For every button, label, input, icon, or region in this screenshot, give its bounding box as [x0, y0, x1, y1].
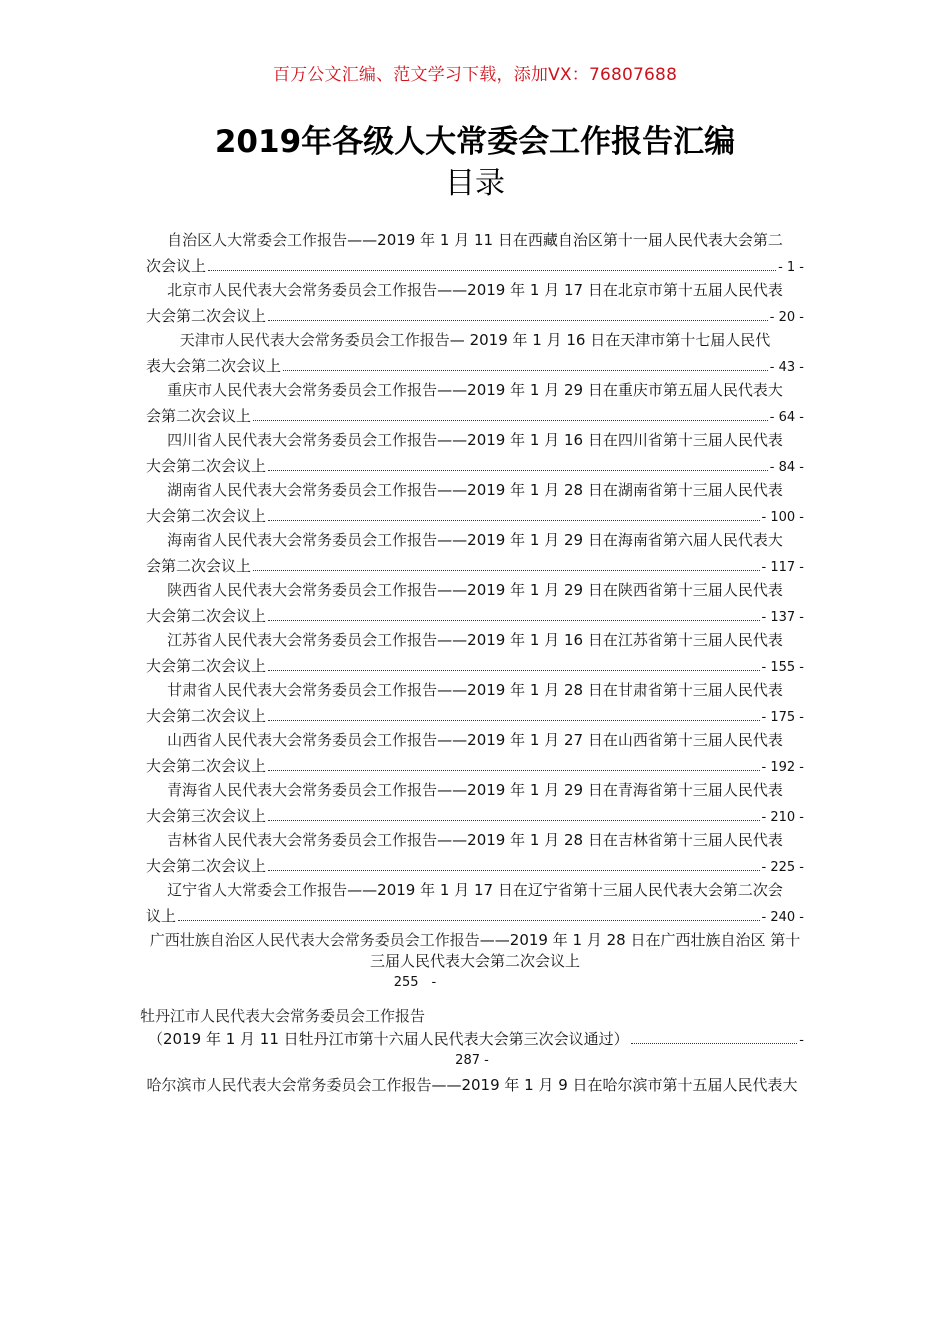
toc-leader-line — [146, 606, 804, 626]
toc-entry-tail: 大会第二次会议上 — [146, 457, 267, 475]
toc-entry[interactable] — [146, 630, 804, 676]
toc-entry-title-main: 吉林省人民代表大会常务委员会工作报告 — [167, 833, 438, 849]
toc-entry-title — [146, 830, 804, 851]
toc-entry-title — [146, 680, 804, 701]
toc-entry-title — [146, 630, 804, 651]
toc-entry-title-main: 重庆市人民代表大会常务委员会工作报告 — [167, 383, 438, 399]
toc-entry-title — [146, 480, 804, 501]
toc-leader-line — [146, 356, 804, 376]
toc-leader-line — [146, 306, 804, 326]
toc-entry-title-main: 青海省人民代表大会常务委员会工作报告 — [167, 783, 438, 799]
toc-dot-leader — [268, 310, 768, 321]
toc-entry-title-main: 自治区人大常委会工作报告 — [167, 233, 348, 249]
toc-page-number: - 20 - — [769, 310, 804, 325]
toc-dot-leader — [208, 260, 776, 271]
toc-dot-leader — [631, 1033, 798, 1044]
toc-entry-tail: 大会第二次会议上 — [146, 657, 267, 675]
toc-entry[interactable] — [146, 830, 804, 876]
toc-entry[interactable] — [146, 780, 804, 826]
toc-entry-title: 牡丹江市人民代表大会常务委员会工作报告 — [140, 1009, 426, 1025]
toc-page-number: - 225 - — [761, 860, 804, 875]
toc-entry-title-detail: ——2019 年 1 月 29 日在重庆市第五届人民代表大 — [437, 381, 783, 399]
toc-dot-leader — [268, 760, 760, 771]
toc-entry-title — [146, 730, 804, 751]
toc-page-number-prefix: - — [799, 1033, 804, 1048]
toc-entry[interactable] — [146, 230, 804, 276]
toc-entry[interactable] — [146, 580, 804, 626]
toc-entry-title-main: 天津市人民代表大会常务委员会工作报告 — [179, 333, 450, 349]
document-title: 2019年各级人大常委会工作报告汇编 — [214, 124, 736, 160]
toc-entry-title-detail: ——2019 年 1 月 16 日在江苏省第十三届人民代表 — [437, 631, 783, 649]
toc-entry[interactable] — [146, 880, 804, 926]
toc-entry-tail: 大会第二次会议上 — [146, 707, 267, 725]
toc-dot-leader — [268, 860, 760, 871]
toc-entry-title-detail: ——2019 年 1 月 28 日在甘肃省第十三届人民代表 — [437, 681, 783, 699]
toc-entry[interactable] — [146, 430, 804, 476]
toc-page-number: 255 - — [393, 975, 437, 990]
toc-entry-title-main: 山西省人民代表大会常务委员会工作报告 — [167, 733, 438, 749]
toc-entry-title-detail: ——2019 年 1 月 16 日在四川省第十三届人民代表 — [437, 431, 783, 449]
toc-page-number: 287 - — [455, 1053, 489, 1068]
toc-leader-line — [146, 506, 804, 526]
toc-entry-title-main: 甘肃省人民代表大会常务委员会工作报告 — [167, 683, 438, 699]
header-note: 百万公文汇编、范文学习下载，添加VX：76807688 — [272, 65, 678, 85]
toc-entry-title — [146, 780, 804, 801]
toc-entry[interactable] — [140, 1007, 804, 1071]
toc-page-number: - 43 - — [769, 360, 804, 375]
toc-entry-title-detail: ——2019 年 1 月 9 日在哈尔滨市第十五届人民代表大 — [431, 1076, 798, 1094]
toc-entry-title-detail: ——2019 年 1 月 29 日在陕西省第十三届人民代表 — [437, 581, 783, 599]
toc-entry[interactable] — [146, 680, 804, 726]
toc-page-number: - 192 - — [761, 760, 804, 775]
toc-entry[interactable] — [146, 730, 804, 776]
toc-entry-title-detail: ——2019 年 1 月 17 日在辽宁省第十三届人民代表大会第二次会 — [347, 881, 783, 899]
toc-entry-title-main: 哈尔滨市人民代表大会常务委员会工作报告 — [146, 1078, 432, 1094]
toc-entry-title — [146, 880, 804, 901]
toc-entry-title-detail: ——2019 年 1 月 29 日在青海省第十三届人民代表 — [437, 781, 783, 799]
toc-leader-line — [146, 456, 804, 476]
toc-entry-title-main: 海南省人民代表大会常务委员会工作报告 — [167, 533, 438, 549]
toc-leader-line — [146, 256, 804, 276]
toc-page-number: - 210 - — [761, 810, 804, 825]
toc-page-number: - 240 - — [761, 910, 804, 925]
toc-entry-title-main: 四川省人民代表大会常务委员会工作报告 — [167, 433, 438, 449]
toc-entry[interactable] — [146, 380, 804, 426]
toc-leader-line — [146, 656, 804, 676]
toc-entry-tail: 会第二次会议上 — [146, 557, 252, 575]
toc-dot-leader — [268, 710, 760, 721]
toc-entry-title-main: 湖南省人民代表大会常务委员会工作报告 — [167, 483, 438, 499]
toc-entry-detail: （2019 年 1 月 11 日牡丹江市第十六届人民代表大会第三次会议通过） — [148, 1030, 629, 1048]
toc-dot-leader — [268, 610, 760, 621]
toc-dot-leader — [268, 460, 768, 471]
toc-page-number: - 1 - — [778, 260, 804, 275]
toc-leader-line — [146, 406, 804, 426]
toc-entry-title — [146, 230, 804, 251]
toc-leader-line — [146, 756, 804, 776]
toc-entry-title — [146, 580, 804, 601]
toc-leader-line — [146, 856, 804, 876]
toc-page-number: - 117 - — [761, 560, 804, 575]
toc-leader-line — [140, 1029, 804, 1049]
toc-leader-line — [146, 706, 804, 726]
toc-entry-title-main: 江苏省人民代表大会常务委员会工作报告 — [167, 633, 438, 649]
toc-entry-title-detail: ——2019 年 1 月 29 日在海南省第六届人民代表大 — [437, 531, 783, 549]
toc-dot-leader — [268, 510, 760, 521]
toc-entry-title-main: 北京市人民代表大会常务委员会工作报告 — [167, 283, 438, 299]
toc-dot-leader — [268, 810, 760, 821]
toc-entry-title-detail: ——2019 年 1 月 27 日在山西省第十三届人民代表 — [437, 731, 783, 749]
toc-entry-title — [146, 530, 804, 551]
document-subtitle: 目录 — [445, 166, 505, 201]
toc-entry-title — [146, 280, 804, 301]
toc-page-number: - 155 - — [761, 660, 804, 675]
toc-page-number: - 84 - — [769, 460, 804, 475]
toc-dot-leader — [253, 410, 768, 421]
toc-dot-leader — [268, 660, 760, 671]
toc-entry[interactable] — [146, 930, 804, 993]
toc-entry-title-main: 广西壮族自治区人民代表大会常务委员会工作报告 — [149, 933, 480, 949]
toc-page-number: - 175 - — [761, 710, 804, 725]
toc-entry-title-detail: ——2019 年 1 月 28 日在广西壮族自治区 第十三届人民代表大会第二次会议上 — [369, 931, 801, 970]
toc-entry-tail: 大会第二次会议上 — [146, 307, 267, 325]
toc-page-number: - 64 - — [769, 410, 804, 425]
toc-entry-tail: 次会议上 — [146, 257, 207, 275]
toc-entry-title-detail: ——2019 年 1 月 17 日在北京市第十五届人民代表 — [437, 281, 783, 299]
toc-entry-tail: 大会第二次会议上 — [146, 507, 267, 525]
table-of-contents — [140, 230, 804, 1096]
toc-dot-leader — [283, 360, 768, 371]
toc-entry[interactable] — [146, 480, 804, 526]
toc-entry-tail: 会第二次会议上 — [146, 407, 252, 425]
toc-entry-title-detail: ——2019 年 1 月 28 日在湖南省第十三届人民代表 — [437, 481, 783, 499]
toc-entry-title — [140, 1075, 804, 1096]
toc-entry-title — [146, 330, 804, 351]
toc-entry-tail: 议上 — [146, 907, 177, 925]
toc-entry-title-main: 陕西省人民代表大会常务委员会工作报告 — [167, 583, 438, 599]
toc-entry[interactable] — [146, 1075, 804, 1096]
toc-entry-tail: 大会第二次会议上 — [146, 607, 267, 625]
toc-dot-leader — [253, 560, 760, 571]
toc-entry-title-detail: ——2019 年 1 月 11 日在西藏自治区第十一届人民代表大会第二 — [347, 231, 783, 249]
toc-entry-title-detail: — 2019 年 1 月 16 日在天津市第十七届人民代 — [449, 331, 771, 349]
toc-dot-leader — [178, 910, 760, 921]
toc-leader-line — [146, 806, 804, 826]
toc-leader-line — [146, 556, 804, 576]
toc-entry-title — [146, 430, 804, 451]
toc-entry-tail: 大会第三次会议上 — [146, 807, 267, 825]
toc-entry-title — [146, 380, 804, 401]
toc-entry[interactable] — [146, 530, 804, 576]
toc-entry-tail: 大会第二次会议上 — [146, 857, 267, 875]
toc-entry[interactable] — [146, 330, 804, 376]
toc-entry[interactable] — [146, 280, 804, 326]
toc-entry-tail: 表大会第二次会议上 — [146, 357, 282, 375]
toc-entry-title-detail: ——2019 年 1 月 28 日在吉林省第十三届人民代表 — [437, 831, 783, 849]
toc-entry-title — [146, 930, 804, 971]
toc-leader-line — [146, 906, 804, 926]
toc-page-number: - 137 - — [761, 610, 804, 625]
toc-entry-title-main: 辽宁省人大常委会工作报告 — [167, 883, 348, 899]
toc-page-number: - 100 - — [761, 510, 804, 525]
toc-entry-tail: 大会第二次会议上 — [146, 757, 267, 775]
